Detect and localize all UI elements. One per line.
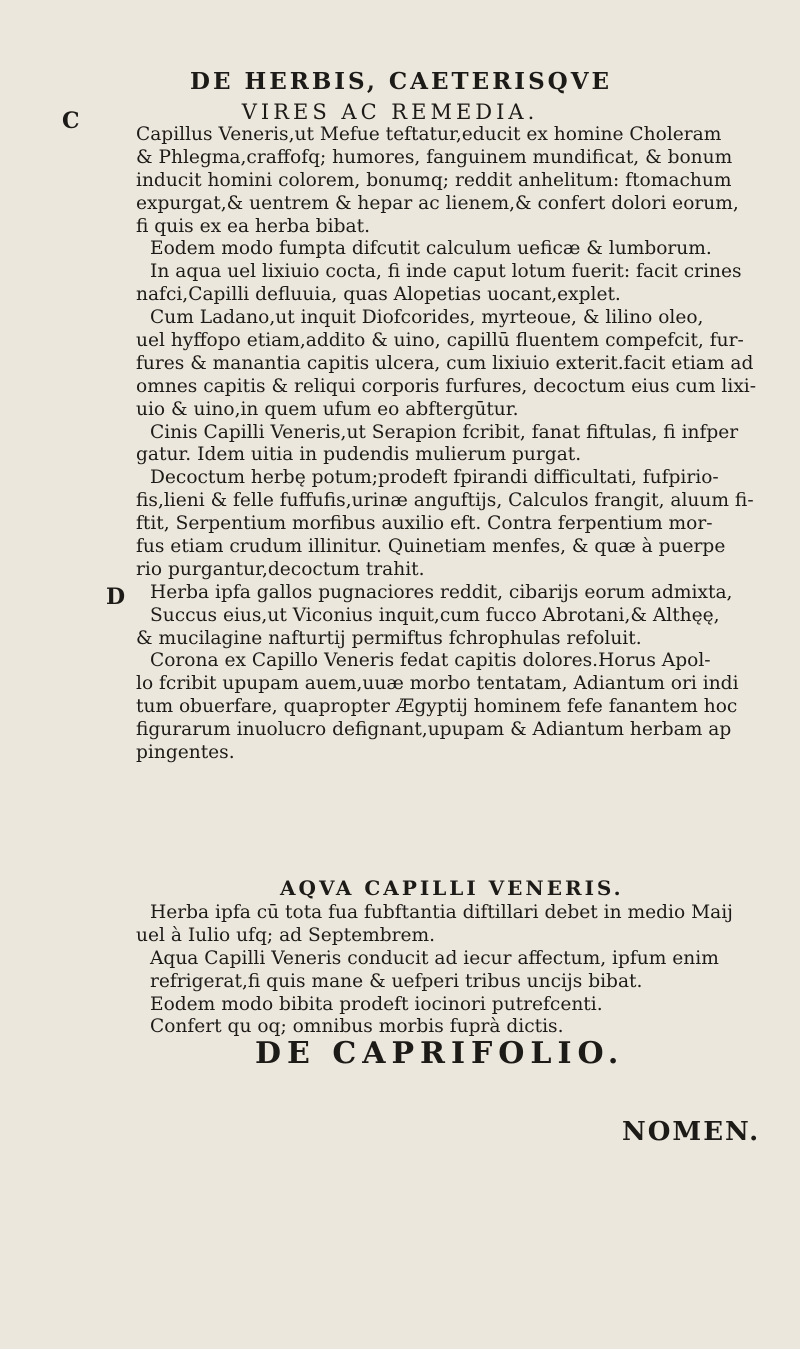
text-line: figurarum inuolucro defignant,upupam & Adiantum herbam ap	[136, 719, 732, 741]
text-line: Cum Ladano,ut inquit Diofcorides, myrteoue, & lilino oleo,	[150, 307, 704, 329]
text-line: & mucilagine nafturtij permiftus fchrophulas refoluit.	[136, 627, 642, 649]
text-line: fus etiam crudum illinitur. Quinetiam menfes, & quæ à puerpe	[136, 536, 726, 558]
text-line: Confert qu oq; omnibus morbis fuprà dictis.	[150, 1016, 564, 1038]
water-text	[136, 902, 776, 1039]
text-line: ftit, Serpentium morfibus auxilio eft. Contra ferpentium mor-	[136, 513, 713, 535]
subhead: VIRES AC REMEDIA.	[241, 100, 539, 124]
text-line: fis,lieni & felle fuffufis,urinæ anguftijs, Calculos frangit, aluum fi-	[136, 490, 754, 512]
margin-letter-c: C	[62, 108, 80, 134]
text-line: & Phlegma,craffofq; humores, fanguinem mundificat, & bonum	[136, 146, 733, 168]
text-line: In aqua uel lixiuio cocta, fi inde caput lotum fuerit: facit crines	[150, 261, 742, 283]
text-line: rio purgantur,decoctum trahit.	[136, 558, 425, 580]
text-line: Capillus Veneris,ut Mefue teftatur,educit ex homine Choleram	[136, 124, 722, 145]
text-line: Succus eius,ut Viconius inquit,cum fucco Abrotani,& Althęę,	[150, 604, 720, 626]
text-line: gatur. Idem uitia in pudendis mulierum purgat.	[136, 444, 582, 466]
text-line: Cinis Capilli Veneris,ut Serapion fcribit, fanat fiftulas, fi infper	[150, 421, 739, 443]
text-line: expurgat,& uentrem & hepar ac lienem,& confert dolori eorum,	[136, 192, 739, 214]
text-line: Herba ipfa cū tota fua fubftantia diftillari debet in medio Maij	[150, 902, 733, 923]
text-line: omnes capitis & reliqui corporis furfures, decoctum eius cum lixi-	[136, 375, 757, 397]
margin-letter-d: D	[106, 584, 126, 610]
text-line: fures & manantia capitis ulcera, cum lixiuio exterit.facit etiam ad	[136, 352, 754, 374]
text-line: lo fcribit upupam auem,uuæ morbo tentatam, Adiantum ori indi	[136, 673, 739, 695]
text-line: inducit homini colorem, bonumq; reddit anhelitum: ftomachum	[136, 169, 732, 191]
text-line: fi quis ex ea herba bibat.	[136, 215, 370, 237]
text-line: tum obuerfare, quapropter Ægyptij hominem fefe fanantem hoc	[136, 696, 738, 718]
main-text	[136, 124, 776, 765]
text-line: uio & uino,in quem ufum eo abftergūtur.	[136, 398, 519, 420]
text-line: Eodem modo bibita prodeft iocinori putrefcenti.	[150, 993, 603, 1015]
text-line: Corona ex Capillo Veneris fedat capitis dolores.Horus Apol-	[150, 650, 711, 672]
text-line: refrigerat,fi quis mane & uefperi tribus uncijs bibat.	[150, 970, 643, 992]
text-line: nafci,Capilli defluuia, quas Alopetias uocant,explet.	[136, 284, 621, 306]
catchword: NOMEN.	[622, 1117, 761, 1147]
section-head: AQVA CAPILLI VENERIS.	[280, 876, 624, 900]
chapter-title: DE CAPRIFOLIO.	[255, 1036, 625, 1071]
running-head: DE HERBIS, CAETERISQVE	[190, 68, 613, 95]
text-line: uel hyffopo etiam,addito & uino, capillū fluentem compefcit, fur-	[136, 330, 744, 352]
text-line: Eodem modo fumpta difcutit calculum ueficæ & lumborum.	[150, 238, 712, 260]
text-line: Herba ipfa gallos pugnaciores reddit, cibarijs eorum admixta,	[150, 581, 733, 603]
text-line: pingentes.	[136, 742, 235, 764]
text-line: Decoctum herbę potum;prodeft fpirandi difficultati, fufpirio-	[150, 467, 719, 489]
text-line: Aqua Capilli Veneris conducit ad iecur affectum, ipfum enim	[150, 947, 719, 969]
text-line: uel à Iulio ufq; ad Septembrem.	[136, 924, 436, 946]
